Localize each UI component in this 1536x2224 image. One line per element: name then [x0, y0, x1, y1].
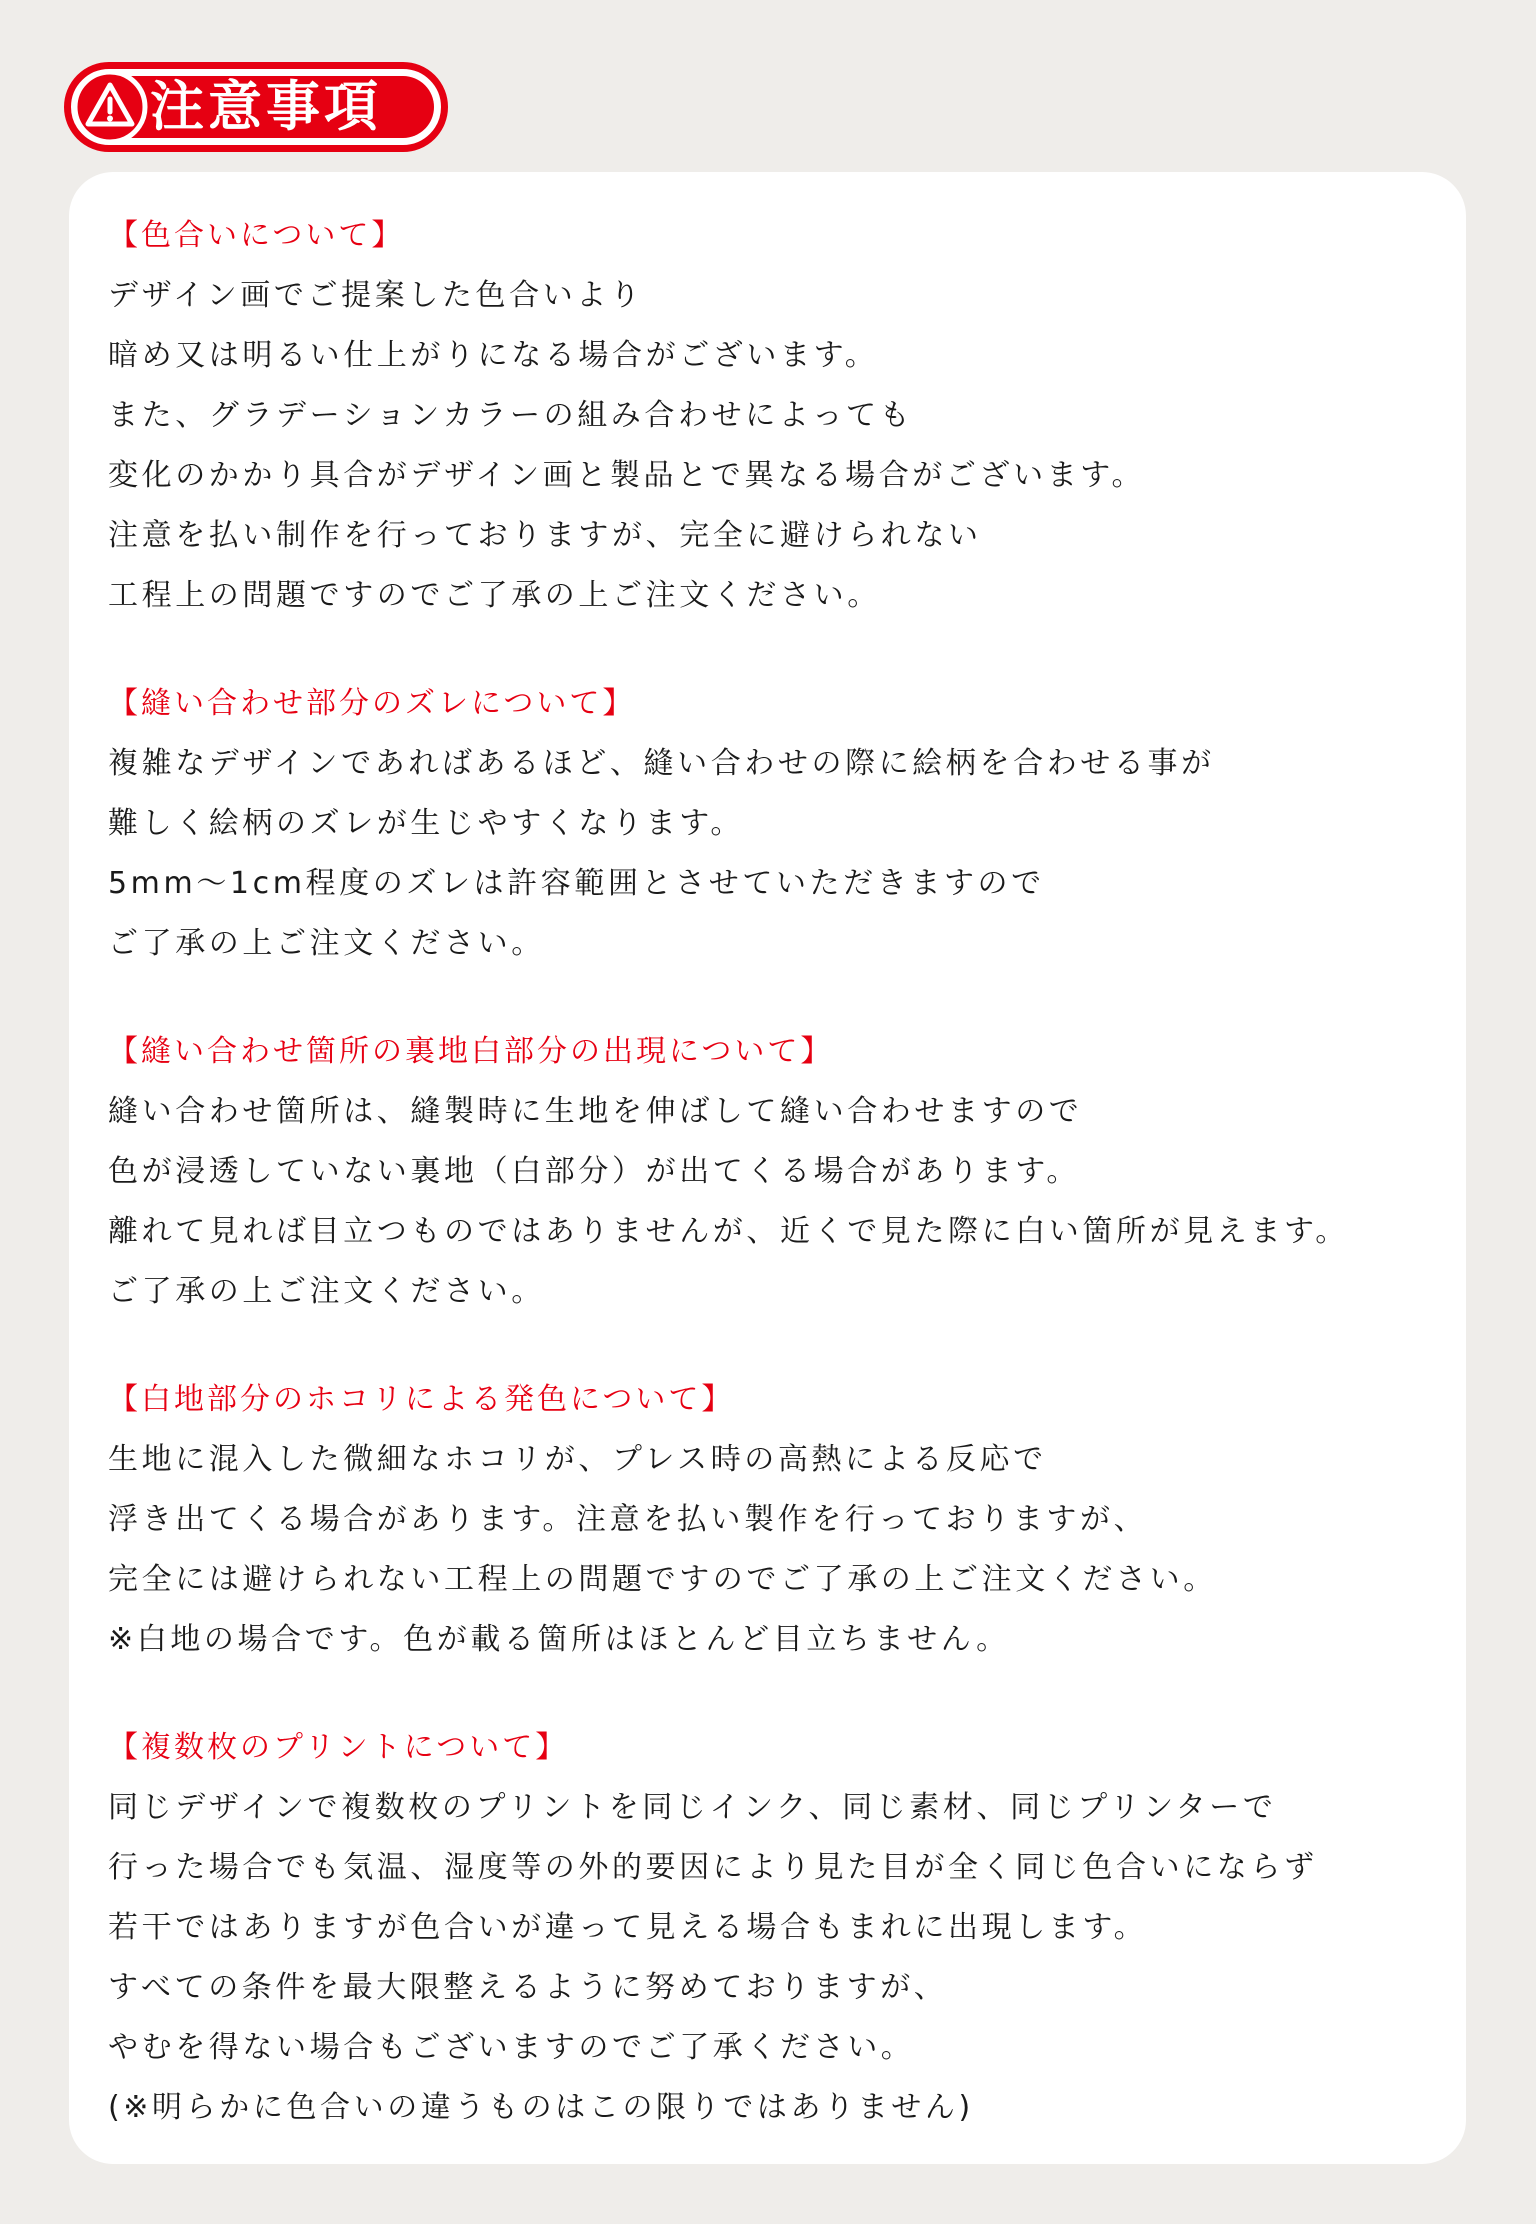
- section-heading: 【色合いについて】: [108, 218, 405, 253]
- section-text-line: デザイン画でご提案した色合いより: [108, 278, 644, 313]
- section-text-line: 完全には避けられない工程上の問題ですのでご了承の上ご注文ください。: [108, 1562, 1217, 1597]
- section-text-line: ご了承の上ご注文ください。: [108, 926, 545, 961]
- section-seam-white-lining: [108, 1022, 1488, 1322]
- section-text-line: 難しく絵柄のズレが生じやすくなります。: [108, 806, 744, 841]
- section-text-line: 離れて見れば目立つものではありませんが、近くで見た際に白い箇所が見えます。: [108, 1214, 1349, 1249]
- section-heading: 【複数枚のプリントについて】: [108, 1730, 569, 1765]
- section-seam-misalignment: [108, 674, 1488, 974]
- section-text-line: 工程上の問題ですのでご了承の上ご注文ください。: [108, 578, 881, 613]
- warning-icon: [72, 69, 148, 145]
- section-text-line: 浮き出てくる場合があります。注意を払い製作を行っておりますが、: [108, 1502, 1148, 1537]
- section-text-line: 複雑なデザインであればあるほど、縫い合わせの際に絵柄を合わせる事が: [108, 746, 1215, 781]
- page-title: 注意事項: [150, 75, 382, 138]
- notice-content: [108, 206, 1488, 2186]
- section-text-line: ※白地の場合です。色が載る箇所はほとんど目立ちません。: [108, 1622, 1010, 1657]
- section-text-line: 若干ではありますが色合いが違って見える場合もまれに出現します。: [108, 1910, 1148, 1945]
- section-heading: 【縫い合わせ部分のズレについて】: [108, 686, 636, 721]
- section-color-tone: [108, 206, 1488, 626]
- section-text-line: 縫い合わせ箇所は、縫製時に生地を伸ばして縫い合わせますので: [108, 1094, 1083, 1129]
- section-text-line: また、グラデーションカラーの組み合わせによっても: [108, 398, 914, 433]
- section-text-line: 行った場合でも気温、湿度等の外的要因により見た目が全く同じ色合いにならず: [108, 1850, 1318, 1885]
- page-title-badge: [64, 62, 448, 152]
- section-text-line: 5mm〜1cm程度のズレは許容範囲とさせていただきますので: [108, 866, 1045, 901]
- section-text-line: 注意を払い制作を行っておりますが、完全に避けられない: [108, 518, 982, 553]
- section-text-line: ご了承の上ご注文ください。: [108, 1274, 545, 1309]
- section-text-line: 色が浸透していない裏地（白部分）が出てくる場合があります。: [108, 1154, 1080, 1189]
- section-heading: 【縫い合わせ箇所の裏地白部分の出現について】: [108, 1034, 834, 1069]
- section-white-dust: [108, 1370, 1488, 1670]
- section-multiple-prints: [108, 1718, 1488, 2138]
- section-text-line: 変化のかかり具合がデザイン画と製品とで異なる場合がございます。: [108, 458, 1146, 493]
- section-text-line: 生地に混入した微細なホコリが、プレス時の高熱による反応で: [108, 1442, 1047, 1477]
- section-text-line: やむを得ない場合もございますのでご了承ください。: [108, 2030, 915, 2065]
- page-title-badge-fill: [78, 76, 434, 138]
- section-text-line: すべての条件を最大限整えるように努めておりますが、: [108, 1970, 948, 2005]
- section-text-line: 同じデザインで複数枚のプリントを同じインク、同じ素材、同じプリンターで: [108, 1790, 1277, 1825]
- section-heading: 【白地部分のホコリによる発色について】: [108, 1382, 735, 1417]
- section-text-line: 暗め又は明るい仕上がりになる場合がございます。: [108, 338, 879, 373]
- section-text-line: (※明らかに色合いの違うものはこの限りではありません): [108, 2090, 974, 2125]
